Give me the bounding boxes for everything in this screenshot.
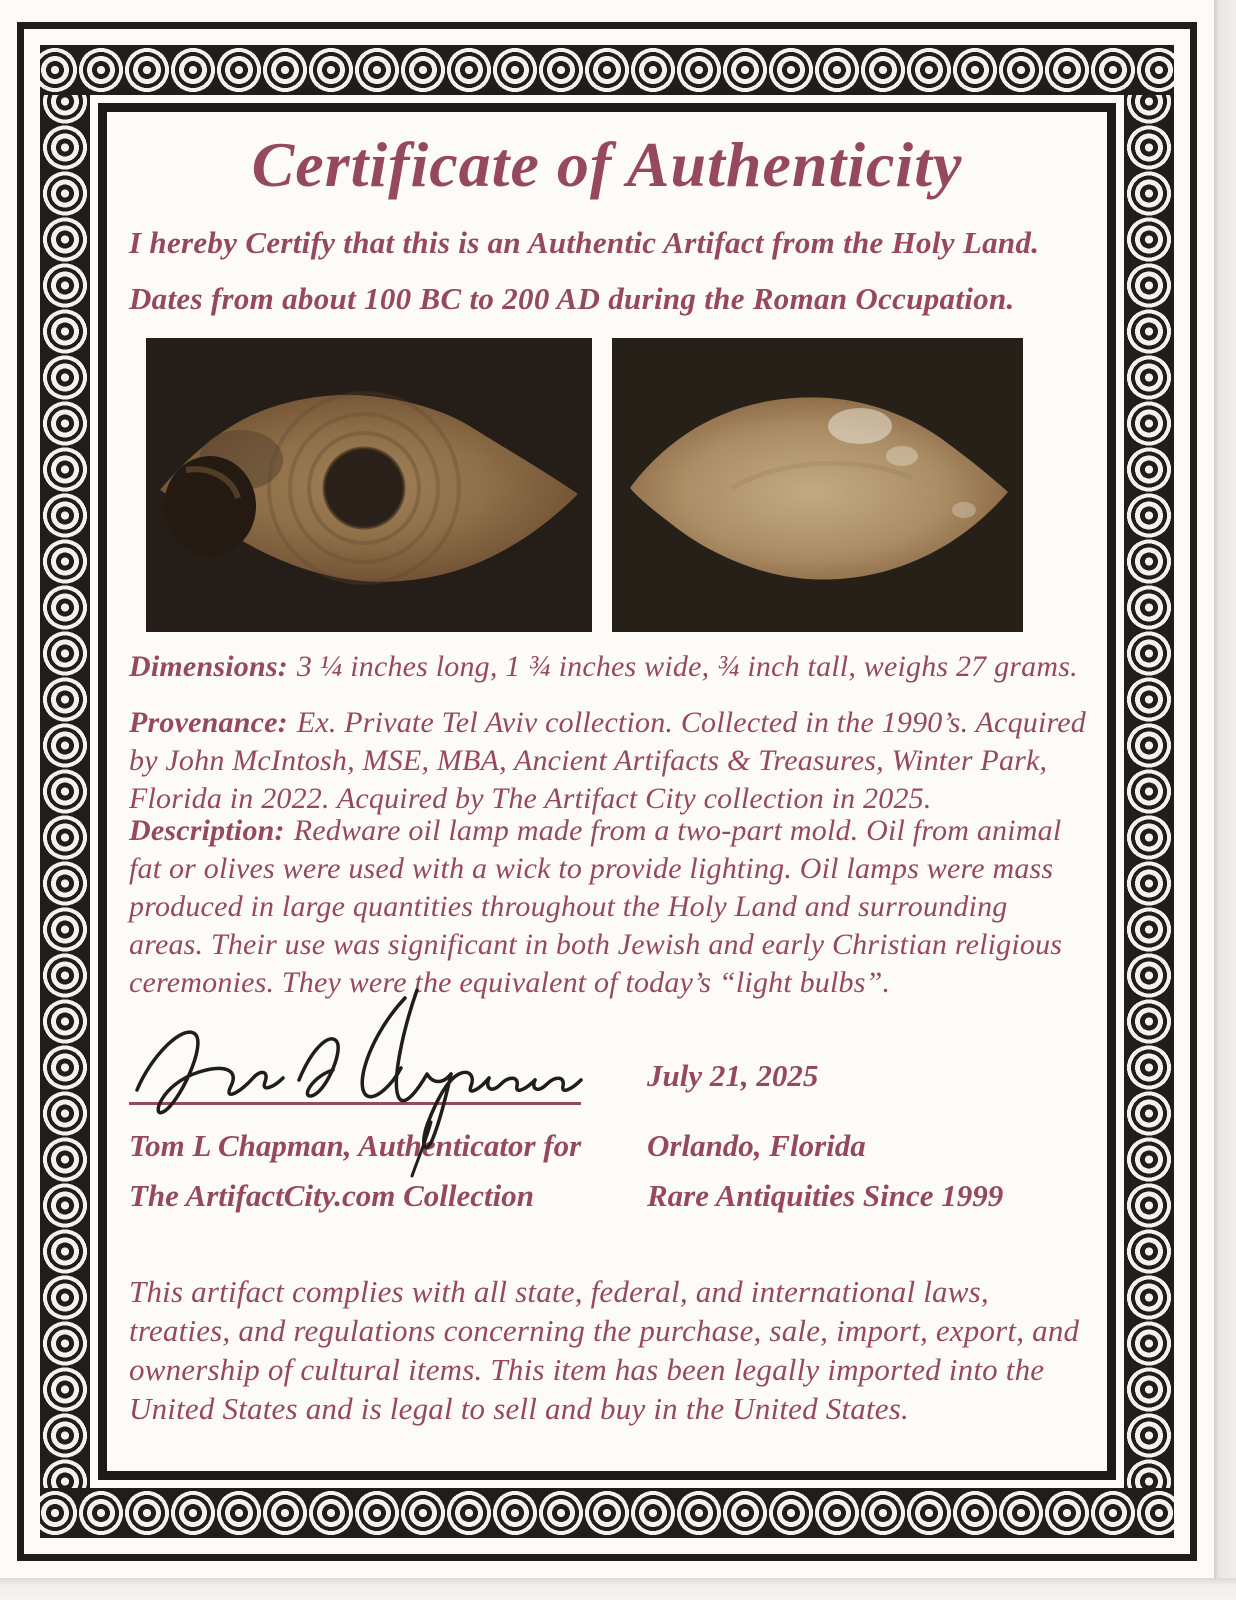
certificate-content: [107, 112, 1107, 1471]
dating-statement: Dates from about 100 BC to 200 AD during the Roman Occupation.: [129, 281, 1015, 316]
company-tagline: Rare Antiquities Since 1999: [647, 1178, 1004, 1213]
collection-name: The ArtifactCity.com Collection: [129, 1178, 534, 1213]
certificate-location: Orlando, Florida: [647, 1128, 866, 1163]
dimensions-section: [129, 648, 1087, 686]
description-label: Description:: [129, 814, 285, 847]
dimensions-text: 3 ¼ inches long, 1 ¾ inches wide, ¾ inch tall, weighs 27 grams.: [296, 650, 1078, 683]
provenance-text: Ex. Private Tel Aviv collection. Collected in the 1990’s. Acquired by John McIntosh, MSE, MBA, Ancient Artifacts & Treasures, Winter Park, Florida in 2022. Acquired by The Artifact City collection in 2025.: [129, 706, 1086, 815]
handwritten-signature: [121, 972, 701, 1182]
description-text: Redware oil lamp made from a two-part mold. Oil from animal fat or olives were used with a wick to provide lighting. Oil lamps were mass produced in large quantities throughout the Holy Land and surrounding areas. Their use was significant in both Jewish and early Christian religious ceremonies. They were the equivalent of today’s “light bulbs”.: [129, 814, 1063, 999]
legal-compliance-statement: This artifact complies with all state, federal, and international laws, treaties, and regulations concerning the purchase, sale, import, export, and ownership of cultural items. This item has been legally imported into the United States and is legal to sell and buy in the United States.: [129, 1274, 1080, 1426]
oil-lamp-bottom-illustration: [612, 338, 1023, 632]
ornament-band-left: [40, 95, 90, 1488]
certificate-date: July 21, 2025: [647, 1058, 819, 1093]
certificate-title: Certificate of Authenticity: [251, 129, 963, 200]
ornament-band-bottom: [40, 1488, 1174, 1538]
oil-lamp-top-illustration: [146, 338, 592, 632]
provenance-label: Provenance:: [129, 706, 288, 739]
provenance-section: [129, 704, 1087, 818]
ornament-band-right: [1124, 95, 1174, 1488]
scan-paper-edge-right: [1214, 0, 1236, 1600]
scan-paper-edge-bottom: [0, 1578, 1236, 1600]
dimensions-label: Dimensions:: [129, 650, 288, 683]
authenticator-name: Tom L Chapman, Authenticator for: [129, 1128, 582, 1163]
certify-statement: I hereby Certify that this is an Authentic Artifact from the Holy Land.: [129, 225, 1040, 260]
artifact-photo-top-view: [146, 338, 592, 632]
artifact-photo-bottom-view: [612, 338, 1023, 632]
ornament-band-top: [40, 45, 1174, 95]
